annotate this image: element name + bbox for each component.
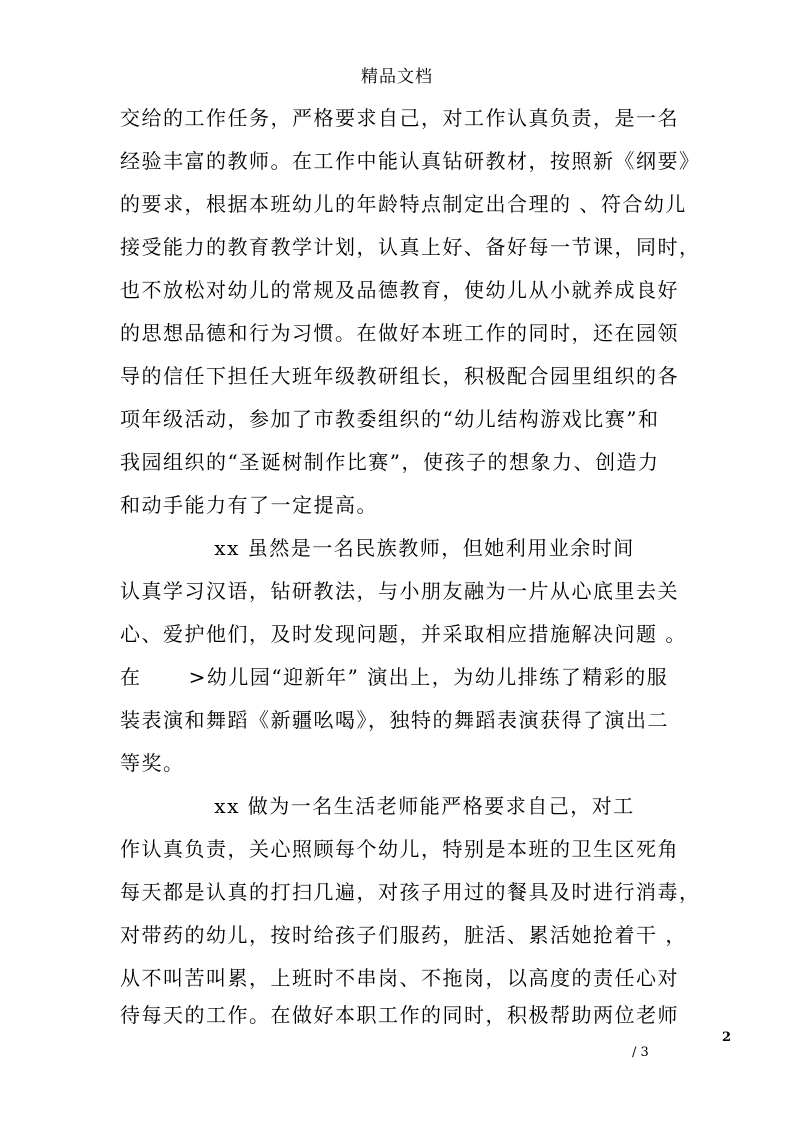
text-line: 对带药的幼儿，按时给孩子们服药，脏活、累活她抢着干 ， <box>120 923 687 947</box>
text-line: 心、爱护他们，及时发现问题，并采取相应措施解决问题 。 <box>120 622 687 646</box>
text-line: 也不放松对幼儿的常规及品德教育，使幼儿从小就养成良好 <box>120 278 679 302</box>
text-line: 作认真负责，关心照顾每个幼儿，特别是本班的卫生区死角 <box>120 837 679 861</box>
text-line: 接受能力的教育教学计划，认真上好、备好每一节课，同时， <box>120 235 701 259</box>
text-line: 待每天的工作。在做好本职工作的同时，积极帮助两位老师 <box>120 1003 679 1027</box>
text-line: 我园组织的“圣诞树制作比赛”，使孩子的想象力、创造力 <box>120 450 660 474</box>
text-line: 经验丰富的教师。在工作中能认真钻研教材，按照新《纲要》 <box>120 149 701 173</box>
text-line: 在 >幼儿园“迎新年” 演出上，为幼儿排练了精彩的服 <box>120 665 669 689</box>
text-line: 交给的工作任务，严格要求自己，对工作认真负责，是一名 <box>120 106 679 130</box>
text-line: 从不叫苦叫累，上班时不串岗、不拖岗，以高度的责任心对 <box>120 966 679 990</box>
text-line: 导的信任下担任大班年级教研组长，积极配合园里组织的各 <box>120 364 679 388</box>
text-line: 和动手能力有了一定提高。 <box>120 493 378 517</box>
text-line: 每天都是认真的打扫几遍，对孩子用过的餐具及时进行消毒， <box>120 880 701 904</box>
text-line: 认真学习汉语，钻研教法，与小朋友融为一片从心底里去关 <box>120 579 679 603</box>
text-line: 的要求，根据本班幼儿的年龄特点制定出合理的 、符合幼儿 <box>120 192 687 216</box>
text-line: 的思想品德和行为习惯。在做好本班工作的同时，还在园领 <box>120 321 679 345</box>
page-number: 2 <box>722 1030 732 1045</box>
text-line: xx 虽然是一名民族教师，但她利用业余时间 <box>120 536 635 560</box>
text-line: 装表演和舞蹈《新疆吆喝》，独特的舞蹈表演获得了演出二 <box>120 708 669 732</box>
page-header-title: 精品文档 <box>361 67 433 87</box>
text-line: xx 做为一名生活老师能严格要求自己，对工 <box>120 794 635 818</box>
page-total: / 3 <box>632 1045 649 1060</box>
text-line: 等奖。 <box>120 751 185 775</box>
text-line: 项年级活动，参加了市教委组织的“幼儿结构游戏比赛”和 <box>120 407 660 431</box>
